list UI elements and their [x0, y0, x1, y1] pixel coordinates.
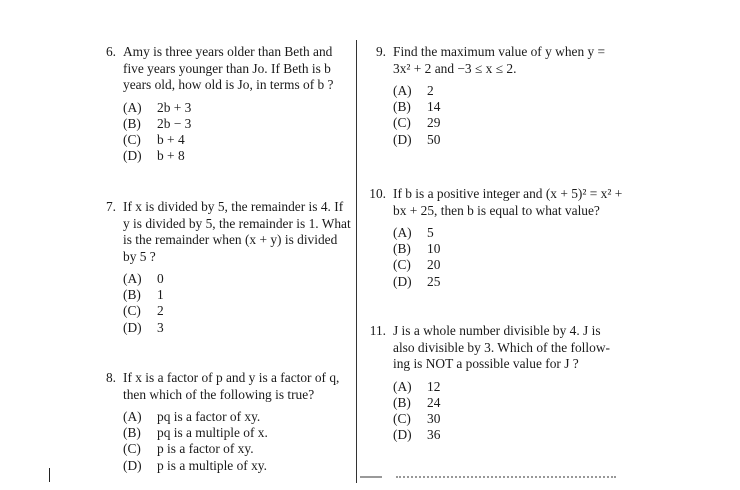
answer-option-c[interactable]: (C) 29: [393, 115, 441, 131]
answer-option-a[interactable]: (A) pq is a factor of xy.: [123, 409, 261, 424]
question-number: 11.: [369, 323, 386, 338]
answer-option-c[interactable]: (C) 20: [393, 257, 441, 273]
answer-option-c[interactable]: (C) 30: [393, 410, 441, 426]
question-line: bx + 25, then b is equal to what value?: [393, 202, 600, 218]
question-text: [123, 370, 339, 403]
answer-option-d[interactable]: (D) 50: [393, 131, 441, 147]
answer-options: [123, 409, 352, 474]
answer-option-b[interactable]: (B) 2b − 3: [123, 115, 192, 131]
question-line: then which of the following is true?: [123, 386, 315, 402]
answer-option-c[interactable]: (C) b + 4: [123, 131, 185, 147]
question-text: [123, 44, 334, 94]
question-number: 6.: [105, 44, 116, 59]
column-divider: [356, 40, 357, 483]
question-11: [360, 323, 635, 459]
answer-option-d[interactable]: (D) 3: [123, 319, 164, 335]
answer-option-d[interactable]: (D) 36: [393, 427, 441, 443]
answer-option-b[interactable]: (B) 24: [393, 394, 441, 410]
question-line: five years younger than Jo. If Beth is b: [123, 60, 331, 76]
answer-option-b[interactable]: (B) 10: [393, 241, 441, 257]
answer-options: [123, 271, 352, 336]
question-text: [393, 323, 610, 373]
question-9: [360, 44, 635, 164]
question-text: [393, 44, 605, 77]
answer-option-a[interactable]: (A) 2b + 3: [123, 99, 192, 115]
question-8: [90, 370, 352, 490]
question-line: Amy is three years older than Beth and: [123, 44, 333, 59]
answer-option-a[interactable]: (A) 12: [393, 378, 441, 394]
answer-option-d[interactable]: (D) p is a multiple of xy.: [123, 457, 267, 473]
question-line: If b is a positive integer and (x + 5)² = x² +: [393, 186, 623, 201]
cut-off-text: [396, 476, 616, 483]
cut-off-next-question: [360, 476, 630, 483]
answer-option-a[interactable]: (A) 2: [393, 83, 434, 98]
answer-option-c[interactable]: (C) 2: [123, 303, 164, 319]
question-line: If x is divided by 5, the remainder is 4. If: [123, 199, 344, 214]
answer-option-b[interactable]: (B) pq is a multiple of x.: [123, 425, 268, 441]
answer-option-c[interactable]: (C) p is a factor of xy.: [123, 441, 254, 457]
question-line: ing is NOT a possible value for J ?: [393, 356, 579, 371]
answer-option-a[interactable]: (A) 0: [123, 271, 164, 286]
question-number: 10.: [369, 186, 386, 201]
question-text: [393, 186, 622, 219]
question-line: y is divided by 5, the remainder is 1. What: [123, 215, 351, 231]
question-number: 8.: [105, 370, 116, 385]
question-line: Find the maximum value of y when y =: [393, 44, 606, 59]
answer-option-d[interactable]: (D) b + 8: [123, 148, 185, 164]
question-line: also divisible by 3. Which of the follow-: [393, 339, 610, 355]
question-6: [90, 44, 352, 180]
question-line: J is a whole number divisible by 4. J is: [393, 323, 601, 338]
answer-option-a[interactable]: (A) 5: [393, 225, 434, 240]
question-7: [90, 199, 352, 352]
question-text: [123, 199, 351, 265]
question-line: by 5 ?: [123, 248, 156, 264]
answer-options: [393, 379, 635, 444]
question-number: 7.: [105, 199, 116, 214]
question-10: [360, 186, 635, 306]
answer-options: [123, 100, 352, 165]
answer-options: [393, 83, 635, 148]
answer-option-b[interactable]: (B) 1: [123, 287, 164, 303]
question-number: 9.: [375, 44, 386, 59]
answer-options: [393, 225, 635, 290]
question-line: If x is a factor of p and y is a factor of q,: [123, 370, 340, 385]
answer-option-d[interactable]: (D) 25: [393, 273, 441, 289]
question-line: 3x² + 2 and −3 ≤ x ≤ 2.: [393, 60, 517, 76]
cut-off-number: [360, 476, 382, 483]
question-line: is the remainder when (x + y) is divided: [123, 232, 338, 247]
margin-mark: [49, 468, 50, 482]
question-line: years old, how old is Jo, in terms of b ?: [123, 77, 334, 92]
answer-option-b[interactable]: (B) 14: [393, 99, 441, 115]
